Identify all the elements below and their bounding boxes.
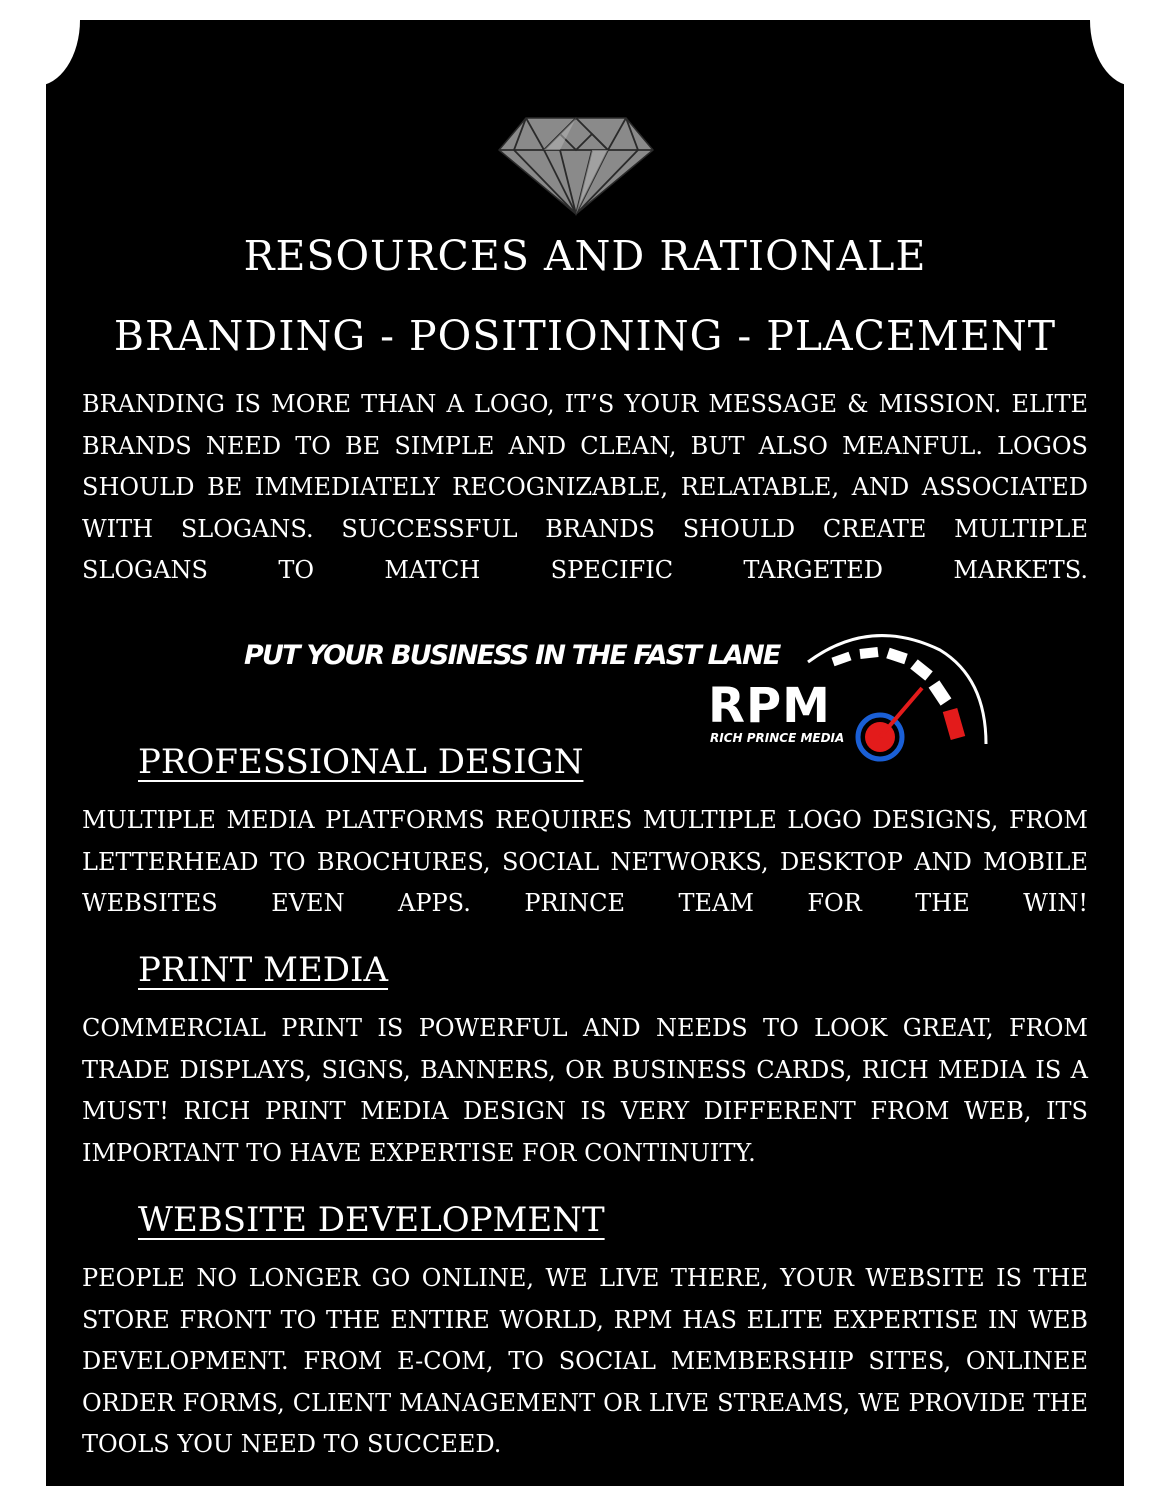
branding-paragraph: BRANDING IS MORE THAN A LOGO, IT’S YOUR MESSAGE & MISSION. ELITE BRANDS NEED TO BE SIMPLE AND CLEAN, BUT ALSO MEANFUL. LOGOS SHOULD BE IMMEDIATELY RECOGNIZABLE, RELATABLE, AND ASSOCIATED WITH SLOGANS. SUCCESSFUL BRANDS SHOULD CREATE MULTIPLE SLOGANS TO MATCH SPECIFIC TARGETED MARKETS. bbox=[82, 390, 1088, 585]
fast-lane-tagline: PUT YOUR BUSINESS IN THE FAST LANE bbox=[244, 640, 780, 671]
professional-design-paragraph: MULTIPLE MEDIA PLATFORMS REQUIRES MULTIPLE LOGO DESIGNS, FROM LETTERHEAD TO BROCHURES, SOCIAL NETWORKS, DESKTOP AND MOBILE WEBSITES EVEN APPS. PRINCE TEAM FOR THE WIN! bbox=[82, 806, 1088, 918]
page-subtitle: BRANDING - POSITIONING - PLACEMENT bbox=[113, 312, 1057, 360]
border-stripe-right bbox=[1124, 80, 1134, 1486]
rpm-logo-subtext: RICH PRINCE MEDIA bbox=[710, 731, 845, 745]
rpm-speedometer-logo bbox=[700, 626, 992, 776]
section-title-print-media: PRINT MEDIA bbox=[138, 950, 389, 990]
website-development-paragraph: PEOPLE NO LONGER GO ONLINE, WE LIVE THERE, YOUR WEBSITE IS THE STORE FRONT TO THE ENTIRE WORLD, RPM HAS ELITE EXPERTISE IN WEB DEVELOPMENT. FROM E-COM, TO SOCIAL MEMBERSHIP SITES, ONLINEE ORDER FORMS, CLIENT MANAGEMENT OR LIVE STREAMS, WE PROVIDE THE TOOLS YOU NEED TO SUCCEED. bbox=[82, 1264, 1088, 1459]
print-media-paragraph: COMMERCIAL PRINT IS POWERFUL AND NEEDS TO LOOK GREAT, FROM TRADE DISPLAYS, SIGNS, BANNERS, OR BUSINESS CARDS, RICH MEDIA IS A MUST! RICH PRINT MEDIA DESIGN IS VERY DIFFERENT FROM WEB, ITS IMPORTANT TO HAVE EXPERTISE FOR CONTINUITY. bbox=[82, 1014, 1088, 1167]
border-stripe-left bbox=[36, 80, 46, 1486]
rpm-logo-text: RPM bbox=[708, 678, 831, 734]
section-title-website-development: WEBSITE DEVELOPMENT bbox=[138, 1200, 605, 1240]
section-title-professional-design: PROFESSIONAL DESIGN bbox=[138, 742, 584, 782]
diamond-icon bbox=[498, 116, 654, 216]
page-title: RESOURCES AND RATIONALE bbox=[243, 232, 927, 280]
